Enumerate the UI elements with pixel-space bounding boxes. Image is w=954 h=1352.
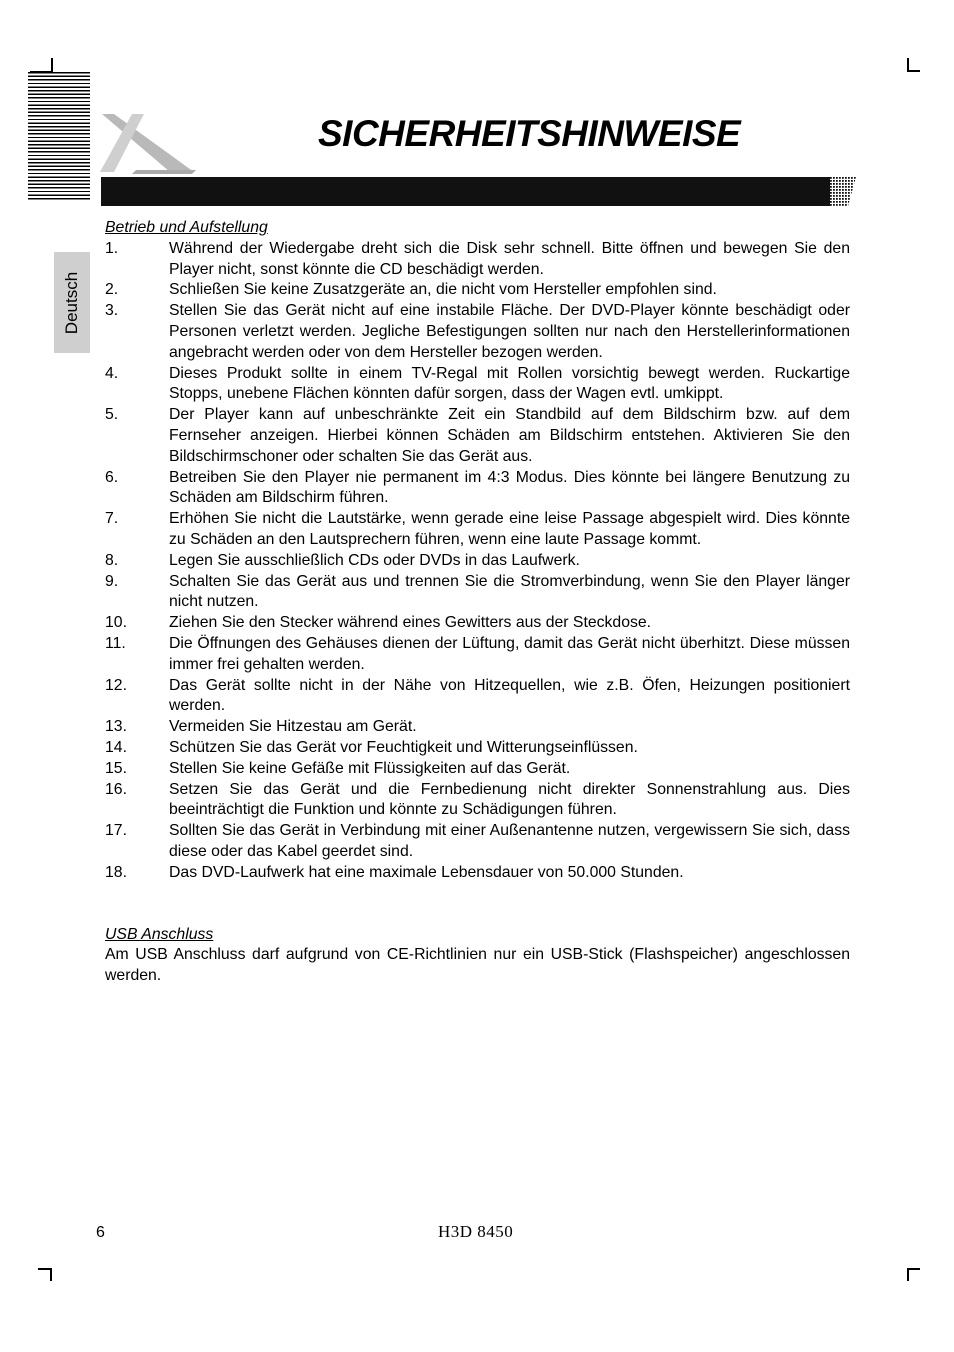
model-name: H3D 8450 [438, 1222, 514, 1241]
list-item [105, 863, 850, 884]
crop-mark-bottom-left [50, 1268, 52, 1281]
list-item-number: 12. [105, 676, 127, 694]
language-label: Deutsch [62, 271, 81, 334]
list-item-text: Die Öffnungen des Gehäuses dienen der Lüftung, damit das Gerät nicht überhitzt. Diese müssen immer frei gehalten werden. [169, 634, 850, 673]
list-item [105, 634, 850, 676]
list-item-text: Während der Wiedergabe dreht sich die Disk sehr schnell. Bitte öffnen und bewegen Sie den Player nicht, sonst könnte die CD beschädigt werden. [169, 239, 850, 278]
list-item-text: Dieses Produkt sollte in einem TV-Regal mit Rollen vorsichtig bewegt werden. Ruckartige Stopps, unebene Flächen könnten dafür sorgen, dass der Wagen evtl. umkippt. [169, 364, 850, 403]
list-item-text: Stellen Sie keine Gefäße mit Flüssigkeiten auf das Gerät. [169, 759, 571, 777]
list-item-number: 2. [105, 281, 119, 299]
crop-mark-bottom-right [907, 1268, 920, 1270]
list-item-text: Schützen Sie das Gerät vor Feuchtigkeit und Witterungseinflüssen. [169, 738, 638, 756]
list-item-number: 3. [105, 302, 119, 320]
list-item-text: Setzen Sie das Gerät und die Fernbedienung nicht direkter Sonnenstrahlung aus. Dies beeinträchtigt die Funktion und könnte zu Schädigungen führen. [169, 780, 850, 819]
header-bar [101, 177, 821, 206]
list-item-number: 10. [105, 614, 127, 632]
list-item [105, 509, 850, 551]
list-item-number: 6. [105, 468, 119, 486]
list-item-text: Vermeiden Sie Hitzestau am Gerät. [169, 718, 417, 736]
crop-mark-bottom-right [907, 1268, 909, 1281]
list-item-number: 4. [105, 364, 119, 382]
language-tab [54, 252, 90, 353]
list-item-number: 14. [105, 738, 127, 756]
page-title: SICHERHEITSHINWEISE [318, 113, 741, 154]
list-item-text: Stellen Sie das Gerät nicht auf eine instabile Fläche. Der DVD-Player könnte beschädigt oder Personen verletzt werden. Jegliche Befestigungen sollten nur nach den Herstellerinformationen angebracht werden oder von dem Hersteller bezogen werden. [169, 302, 850, 361]
crop-mark-top-right [907, 70, 920, 72]
list-item-text: Schließen Sie keine Zusatzgeräte an, die nicht vom Hersteller empfohlen sind. [169, 281, 717, 299]
brand-x-logo [96, 108, 200, 178]
list-item-number: 1. [105, 239, 119, 257]
list-item-text: Betreiben Sie den Player nie permanent im 4:3 Modus. Dies könnte bei längere Benutzung zu Schäden am Bildschirm führen. [169, 468, 850, 507]
list-item-text: Das DVD-Laufwerk hat eine maximale Lebensdauer von 50.000 Stunden. [169, 863, 684, 881]
list-item [105, 717, 850, 738]
list-item-text: Legen Sie ausschließlich CDs oder DVDs in das Laufwerk. [169, 551, 580, 569]
list-item [105, 239, 850, 281]
list-item-number: 9. [105, 572, 119, 590]
list-item [105, 405, 850, 467]
list-item [105, 280, 850, 301]
list-item [105, 551, 850, 572]
list-item-text: Schalten Sie das Gerät aus und trennen Sie die Stromverbindung, wenn Sie den Player länger nicht nutzen. [169, 572, 850, 611]
header-bar-dot-fade [818, 177, 856, 206]
list-item-text: Ziehen Sie den Stecker während eines Gewitters aus der Steckdose. [169, 614, 652, 632]
list-item [105, 301, 850, 363]
list-item [105, 468, 850, 510]
list-item [105, 572, 850, 614]
list-item-number: 17. [105, 822, 127, 840]
usb-paragraph: Am USB Anschluss darf aufgrund von CE-Richtlinien nur ein USB-Stick (Flashspeicher) angeschlossen werden. [105, 946, 850, 985]
safety-list [105, 239, 850, 884]
decorative-stripes [28, 72, 90, 200]
list-item-text: Das Gerät sollte nicht in der Nähe von Hitzequellen, wie z.B. Öfen, Heizungen positioniert werden. [169, 676, 850, 715]
list-item [105, 613, 850, 634]
list-item [105, 780, 850, 822]
list-item-number: 7. [105, 510, 119, 528]
section-heading: Betrieb und Aufstellung [105, 219, 268, 236]
section-heading: USB Anschluss [105, 925, 214, 943]
list-item-number: 13. [105, 718, 127, 736]
list-item-number: 18. [105, 863, 127, 881]
main-content [105, 218, 850, 987]
list-item [105, 676, 850, 718]
list-item-text: Sollten Sie das Gerät in Verbindung mit einer Außenantenne nutzen, vergewissern Sie sich, dass diese oder das Kabel geerdet sind. [169, 822, 850, 860]
list-item [105, 759, 850, 780]
list-item-number: 16. [105, 780, 127, 798]
list-item-number: 11. [105, 634, 126, 652]
list-item [105, 364, 850, 406]
list-item-text: Erhöhen Sie nicht die Lautstärke, wenn gerade eine leise Passage abgespielt wird. Dies könnte zu Schäden an den Lautsprechern führen, wenn eine laute Passage kommt. [169, 510, 850, 548]
list-item-number: 15. [105, 759, 127, 777]
list-item-number: 5. [105, 406, 119, 424]
crop-mark-top-left [51, 58, 53, 72]
list-item [105, 821, 850, 863]
list-item-text: Der Player kann auf unbeschränkte Zeit ein Standbild auf dem Bildschirm bzw. auf dem Fernseher anzeigen. Hierbei können Schäden am Bildschirm entstehen. Aktivieren Sie den Bildschirmschoner oder schalten Sie das Gerät aus. [169, 406, 850, 465]
page-number: 6 [96, 1224, 105, 1241]
list-item-number: 8. [105, 551, 119, 569]
list-item [105, 738, 850, 759]
